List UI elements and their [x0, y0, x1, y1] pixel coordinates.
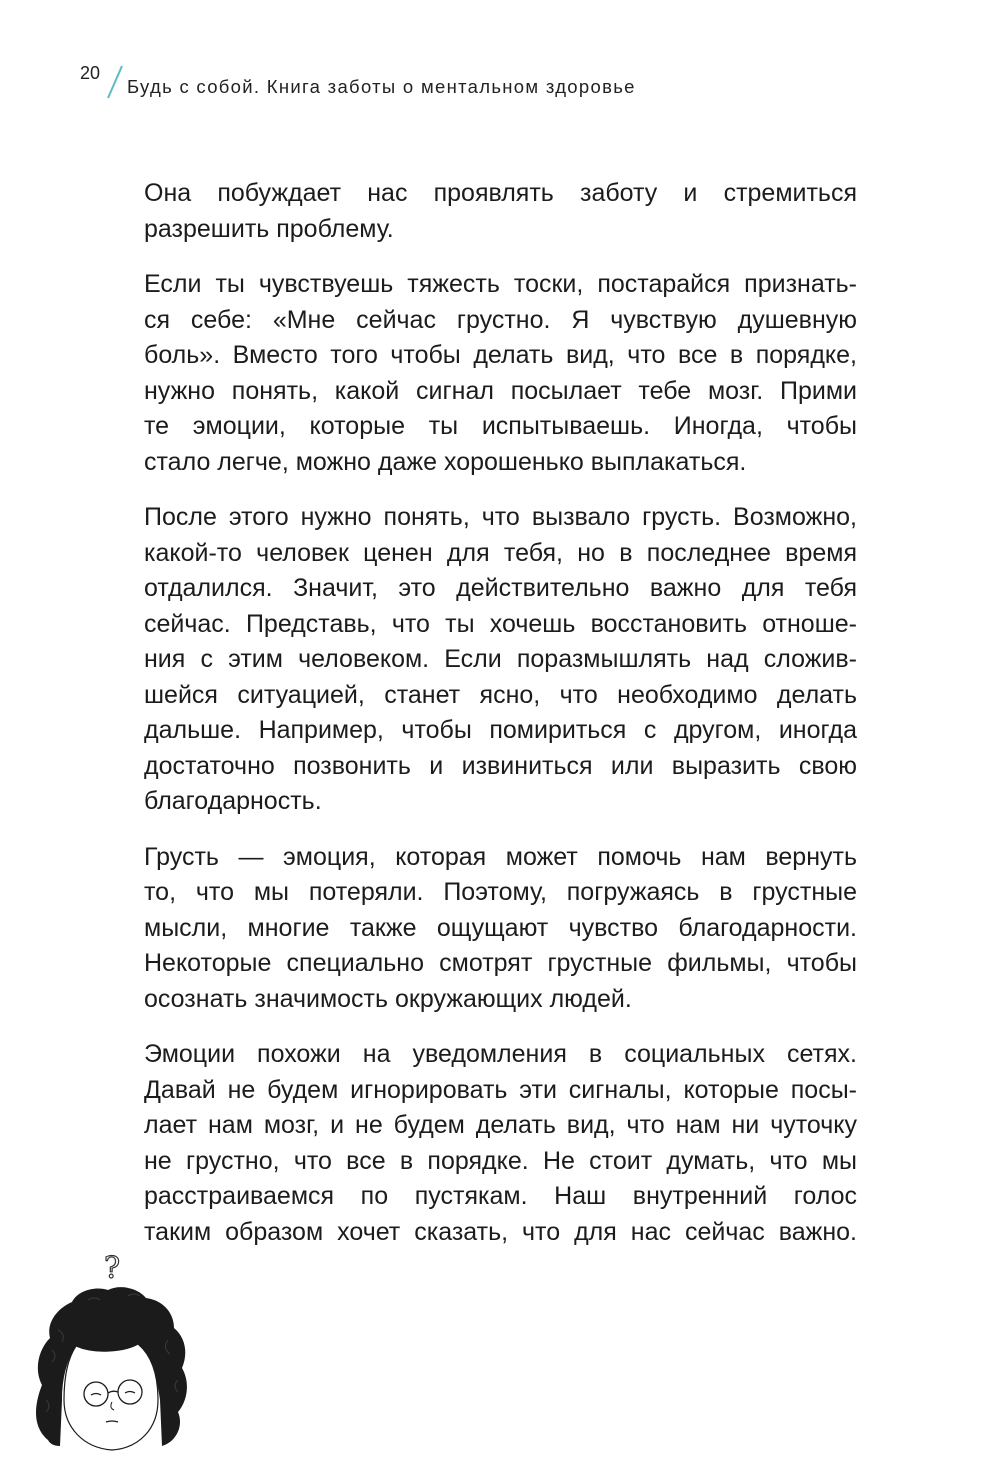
text-line: Эмоции похожи на уведомления в социальных сетях. [144, 1040, 857, 1068]
text-line: Некоторые специально смотрят грустные фильмы, чтобы [144, 949, 857, 977]
text-line: отдалился. Значит, это действительно важно для тебя [144, 574, 857, 602]
text-line: Если ты чувствуешь тяжесть тоски, постарайся признать- [144, 270, 857, 298]
text-line: лает нам мозг, и не будем делать вид, что нам ни чуточку [144, 1111, 857, 1139]
paragraph [144, 1037, 857, 1250]
book-title: Будь с собой. Книга заботы о ментальном здоровье [127, 76, 636, 97]
text-line: стало легче, можно даже хорошенько выплакаться. [144, 447, 747, 476]
paragraph [144, 840, 857, 1018]
paragraph [144, 500, 857, 820]
text-line: мысли, многие также ощущают чувство благодарности. [144, 913, 857, 942]
text-line: шейся ситуацией, станет ясно, что необходимо делать [144, 680, 857, 709]
text-line: какой-то человек ценен для тебя, но в последнее время [144, 538, 857, 567]
text-line: Она побуждает нас проявлять заботу и стремиться [144, 179, 857, 207]
paragraph [144, 267, 857, 480]
text-line: благодарность. [144, 787, 322, 815]
text-line: ся себе: «Мне сейчас грустно. Я чувствую душевную [144, 305, 857, 334]
girl-with-glasses-question-mark-icon [28, 1250, 193, 1460]
text-line: таким образом хочет сказать, что для нас сейчас важно. [144, 1217, 857, 1246]
text-line: После этого нужно понять, что вызвало грусть. Возможно, [144, 503, 857, 531]
body-text [144, 176, 857, 1270]
slash-divider-icon [104, 60, 126, 102]
text-line: сейчас. Представь, что ты хочешь восстановить отноше- [144, 609, 857, 638]
text-line: нужно понять, какой сигнал посылает тебе мозг. Прими [144, 376, 857, 405]
text-line: то, что мы потеряли. Поэтому, погружаясь в грустные [144, 878, 857, 906]
text-line: Грусть — эмоция, которая может помочь нам вернуть [144, 842, 857, 871]
text-line: ния с этим человеком. Если поразмышлять над сложив- [144, 645, 857, 673]
running-header [78, 60, 778, 104]
text-line: не грустно, что все в порядке. Не стоит думать, что мы [144, 1146, 857, 1175]
text-line: боль». Вместо того чтобы делать вид, что все в порядке, [144, 341, 857, 369]
paragraph [144, 176, 857, 247]
text-line: достаточно позвонить и извиниться или выразить свою [144, 751, 857, 780]
page-number: 20 [80, 63, 101, 83]
text-line: дальше. Например, чтобы помириться с другом, иногда [144, 716, 857, 744]
text-line: те эмоции, которые ты испытываешь. Иногда, чтобы [144, 412, 857, 440]
text-line: осознать значимость окружающих людей. [144, 984, 632, 1013]
text-line: расстраиваемся по пустякам. Наш внутренний голос [144, 1182, 857, 1210]
face-shape [64, 1344, 158, 1450]
text-line: Давай не будем игнорировать эти сигналы, которые посы- [144, 1075, 857, 1104]
text-line: разрешить проблему. [144, 214, 394, 243]
question-mark: ? [103, 1251, 121, 1286]
